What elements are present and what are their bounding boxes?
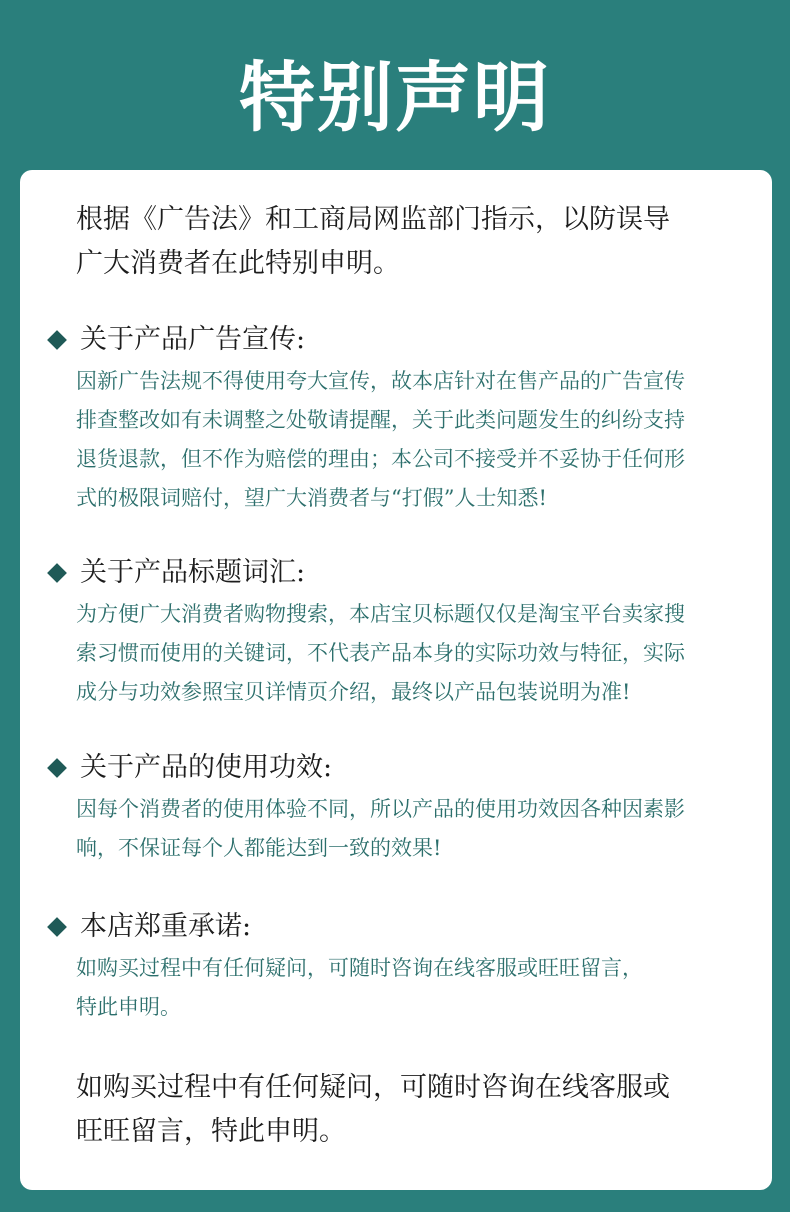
body-line: 排查整改如有未调整之处敬请提醒，关于此类问题发生的纠纷支持 <box>76 408 685 432</box>
section-body <box>76 362 748 518</box>
section-advertising <box>46 320 746 518</box>
intro-paragraph <box>76 198 748 286</box>
section-body <box>76 595 748 712</box>
section-title-keywords <box>46 553 746 712</box>
section-promise <box>46 907 746 1027</box>
body-line: 因新广告法规不得使用夸大宣传，故本店针对在售产品的广告宣传 <box>76 369 685 393</box>
section-efficacy <box>46 748 746 868</box>
closing-line: 旺旺留言，特此申明。 <box>76 1116 346 1147</box>
body-line: 如购买过程中有任何疑问，可随时咨询在线客服或旺旺留言， <box>76 956 643 980</box>
page-title: 特别声明 <box>239 53 551 142</box>
body-line: 索习惯而使用的关键词，不代表产品本身的实际功效与特征，实际 <box>76 641 685 665</box>
diamond-bullet-icon <box>47 917 67 937</box>
intro-line: 广大消费者在此特别申明。 <box>76 248 400 279</box>
body-line: 成分与功效参照宝贝详情页介绍，最终以产品包装说明为准! <box>76 680 631 704</box>
section-body <box>76 790 748 868</box>
diamond-bullet-icon <box>47 758 67 778</box>
body-line: 式的极限词赔付，望广大消费者与“打假”人士知悉! <box>76 486 547 510</box>
body-line: 退货退款，但不作为赔偿的理由；本公司不接受并不妥协于任何形 <box>76 447 685 471</box>
closing-line: 如购买过程中有任何疑问，可随时咨询在线客服或 <box>76 1072 670 1103</box>
body-line: 特此申明。 <box>76 995 181 1019</box>
body-line: 为方便广大消费者购物搜索，本店宝贝标题仅仅是淘宝平台卖家搜 <box>76 602 685 626</box>
body-line: 因每个消费者的使用体验不同，所以产品的使用功效因各种因素影 <box>76 797 685 821</box>
diamond-bullet-icon <box>47 563 67 583</box>
section-title: 关于产品标题词汇: <box>80 557 306 588</box>
closing-paragraph <box>76 1066 748 1154</box>
section-title: 关于产品广告宣传: <box>80 324 306 355</box>
section-body <box>76 949 748 1027</box>
section-title: 本店郑重承诺: <box>80 911 252 942</box>
body-line: 响，不保证每个人都能达到一致的效果! <box>76 836 442 860</box>
intro-line: 根据《广告法》和工商局网监部门指示，以防误导 <box>76 204 670 235</box>
statement-card <box>20 170 772 1190</box>
section-title: 关于产品的使用功效: <box>80 752 333 783</box>
diamond-bullet-icon <box>47 330 67 350</box>
